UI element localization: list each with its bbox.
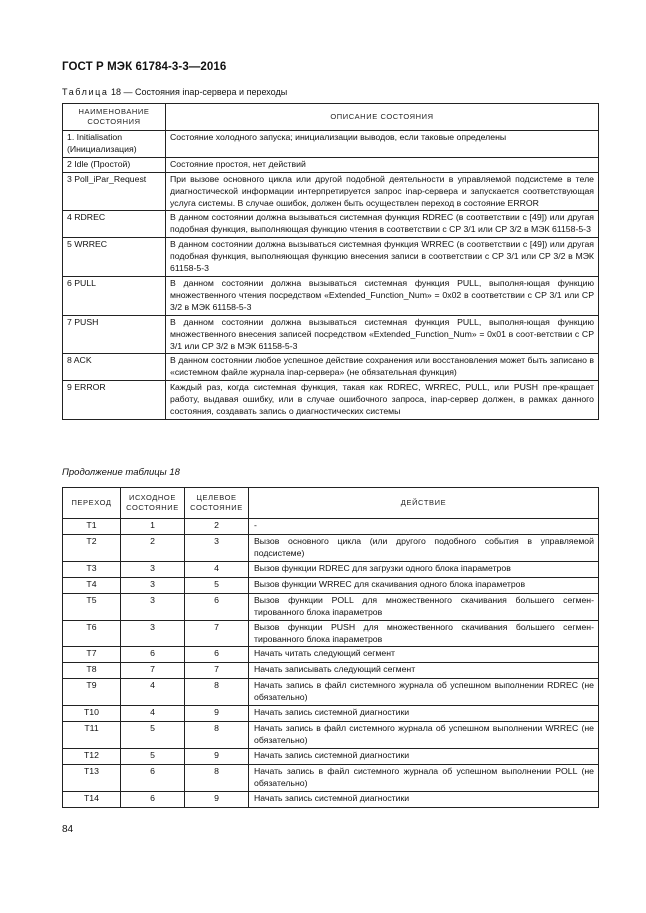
state-name: 8 ACK xyxy=(63,354,166,381)
transition-id: T8 xyxy=(63,663,121,679)
transition-action: Начать читать следующий сегмент xyxy=(249,647,599,663)
table-row xyxy=(63,172,599,211)
table-row xyxy=(63,519,599,535)
source-state: 2 xyxy=(121,535,185,562)
table-row xyxy=(63,354,599,381)
table-row xyxy=(63,679,599,706)
table-caption-number: 18 xyxy=(111,87,122,97)
state-name: 6 PULL xyxy=(63,276,166,315)
transition-id: T3 xyxy=(63,561,121,577)
source-state: 6 xyxy=(121,765,185,792)
table-row xyxy=(63,561,599,577)
header-source-state: ИСХОДНОЕ СОСТОЯНИЕ xyxy=(121,488,185,519)
table-row xyxy=(63,535,599,562)
header-action: ДЕЙСТВИЕ xyxy=(249,488,599,519)
state-name: 7 PUSH xyxy=(63,315,166,354)
state-name: 3 Poll_iPar_Request xyxy=(63,172,166,211)
transition-id: T14 xyxy=(63,791,121,807)
table-row xyxy=(63,577,599,593)
state-description: Состояние холодного запуска; инициализации выводов, если таковые определены xyxy=(166,131,599,158)
table-row xyxy=(63,381,599,420)
target-state: 5 xyxy=(185,577,249,593)
state-description: В данном состоянии любое успешное действие сохранения или восстановления может быть записано в «системном файле журнала inap-сервера» (не обязательная функция) xyxy=(166,354,599,381)
state-name: 9 ERROR xyxy=(63,381,166,420)
transition-id: T1 xyxy=(63,519,121,535)
table-row xyxy=(63,211,599,238)
table-row xyxy=(63,315,599,354)
table-header-row xyxy=(63,104,599,131)
table-caption-text: — Состояния inap-сервера и переходы xyxy=(123,87,288,97)
source-state: 3 xyxy=(121,561,185,577)
transition-id: T10 xyxy=(63,706,121,722)
transition-action: Вызов функции WRREC для скачивания одного блока iпараметров xyxy=(249,577,599,593)
transition-id: T13 xyxy=(63,765,121,792)
state-description: В данном состоянии должна вызываться системная функция WRREC (в соответствии с [49]) или другая подобная функция, выполняющая функцию внесения записи в соответствии с CP 3/1 или CP 3/2 в МЭК 61158-5-3 xyxy=(166,238,599,277)
state-description: В данном состоянии должна вызываться системная функция PULL, выполня-ющая функцию множественного чтения посредством «Extended_Function_Num» = 0x02 в соответствии с CP 3/1 или CP 3/2 в МЭК 61158-5-3 xyxy=(166,276,599,315)
transition-action: Начать запись в файл системного журнала об успешном выполнении POLL (не обязательно) xyxy=(249,765,599,792)
document-title: ГОСТ Р МЭК 61784-3-3—2016 xyxy=(62,61,227,73)
transition-action: - xyxy=(249,519,599,535)
states-table xyxy=(62,103,599,420)
target-state: 6 xyxy=(185,647,249,663)
transition-id: T6 xyxy=(63,620,121,647)
transition-action: Начать запись в файл системного журнала об успешном выполнении RDREC (не обязательно) xyxy=(249,679,599,706)
target-state: 7 xyxy=(185,620,249,647)
table-row xyxy=(63,647,599,663)
state-description: Каждый раз, когда системная функция, такая как RDREC, WRREC, PULL, или PUSH пре-кращает работу, выдавая ошибку, или в случае ошибочного запроса, inap-сервер должен, в рамках данного состояния, создавать запись о диагностических системы xyxy=(166,381,599,420)
transition-action: Начать запись системной диагностики xyxy=(249,791,599,807)
target-state: 9 xyxy=(185,791,249,807)
transition-action: Вызов функции RDREC для загрузки одного блока iпараметров xyxy=(249,561,599,577)
table-row xyxy=(63,722,599,749)
source-state: 5 xyxy=(121,749,185,765)
page-number: 84 xyxy=(62,824,74,835)
source-state: 4 xyxy=(121,679,185,706)
source-state: 4 xyxy=(121,706,185,722)
table-row xyxy=(63,157,599,172)
state-name: 2 Idle (Простой) xyxy=(63,157,166,172)
transition-action: Начать запись в файл системного журнала об успешном выполнении WRREC (не обязательно) xyxy=(249,722,599,749)
source-state: 3 xyxy=(121,577,185,593)
target-state: 9 xyxy=(185,706,249,722)
source-state: 1 xyxy=(121,519,185,535)
target-state: 3 xyxy=(185,535,249,562)
table-row xyxy=(63,131,599,158)
table-header-row xyxy=(63,488,599,519)
table-row xyxy=(63,765,599,792)
header-target-state: ЦЕЛЕВОЕ СОСТОЯНИЕ xyxy=(185,488,249,519)
source-state: 7 xyxy=(121,663,185,679)
table-row xyxy=(63,663,599,679)
target-state: 7 xyxy=(185,663,249,679)
table-row xyxy=(63,706,599,722)
table-row xyxy=(63,749,599,765)
transition-id: T5 xyxy=(63,593,121,620)
source-state: 3 xyxy=(121,593,185,620)
source-state: 6 xyxy=(121,647,185,663)
transition-id: T9 xyxy=(63,679,121,706)
target-state: 2 xyxy=(185,519,249,535)
table-caption-label: Таблица xyxy=(62,87,109,97)
table-row xyxy=(63,620,599,647)
state-name: 5 WRREC xyxy=(63,238,166,277)
transition-id: T7 xyxy=(63,647,121,663)
state-description: Состояние простоя, нет действий xyxy=(166,157,599,172)
transition-action: Вызов основного цикла (или другого подобного события в управляемой подсистеме) xyxy=(249,535,599,562)
source-state: 5 xyxy=(121,722,185,749)
state-name: 4 RDREC xyxy=(63,211,166,238)
table-row xyxy=(63,593,599,620)
transition-id: T2 xyxy=(63,535,121,562)
transition-action: Вызов функции PUSH для множественного скачивания большего сегмен-тированного блока iпараметров xyxy=(249,620,599,647)
source-state: 3 xyxy=(121,620,185,647)
table-row xyxy=(63,276,599,315)
table-row xyxy=(63,238,599,277)
transition-action: Начать записывать следующий сегмент xyxy=(249,663,599,679)
header-transition: ПЕРЕХОД xyxy=(63,488,121,519)
transition-action: Начать запись системной диагностики xyxy=(249,749,599,765)
state-description: В данном состоянии должна вызываться системная функция RDREC (в соответствии с [49]) или другая подобная функция, выполняющая функцию чтения в соответствии с CP 3/1 или CP 3/2 в МЭК 61158-5-3 xyxy=(166,211,599,238)
table-caption xyxy=(62,87,287,97)
header-state-description: ОПИСАНИЕ СОСТОЯНИЯ xyxy=(166,104,599,131)
state-description: При вызове основного цикла или другой подобной деятельности в управляемой подсистеме в теле диагностической информации интерпретируется запрос inap-сервера и запускается соответствующая услуга системы. В случае ошибок, должен быть осуществлен переход в состояние ERROR xyxy=(166,172,599,211)
transition-id: T11 xyxy=(63,722,121,749)
transition-action: Начать запись системной диагностики xyxy=(249,706,599,722)
continuation-caption: Продолжение таблицы 18 xyxy=(62,467,180,478)
target-state: 8 xyxy=(185,722,249,749)
target-state: 8 xyxy=(185,765,249,792)
state-name: 1. Initialisation (Инициализация) xyxy=(63,131,166,158)
transitions-table xyxy=(62,487,599,808)
target-state: 6 xyxy=(185,593,249,620)
transition-id: T4 xyxy=(63,577,121,593)
table-row xyxy=(63,791,599,807)
target-state: 8 xyxy=(185,679,249,706)
target-state: 9 xyxy=(185,749,249,765)
transition-id: T12 xyxy=(63,749,121,765)
source-state: 6 xyxy=(121,791,185,807)
transition-action: Вызов функции POLL для множественного скачивания большего сегмен-тированного блока iпараметров xyxy=(249,593,599,620)
header-state-name: НАИМЕНОВАНИЕ СОСТОЯНИЯ xyxy=(63,104,166,131)
state-description: В данном состоянии должна вызываться системная функция PULL, выполня-ющая функцию множественного внесения записей посредством «Extended_Function_Num» = 0x01 в соот-ветствии с CP 3/1 или CP 3/2 в МЭК 61158-5-3 xyxy=(166,315,599,354)
target-state: 4 xyxy=(185,561,249,577)
